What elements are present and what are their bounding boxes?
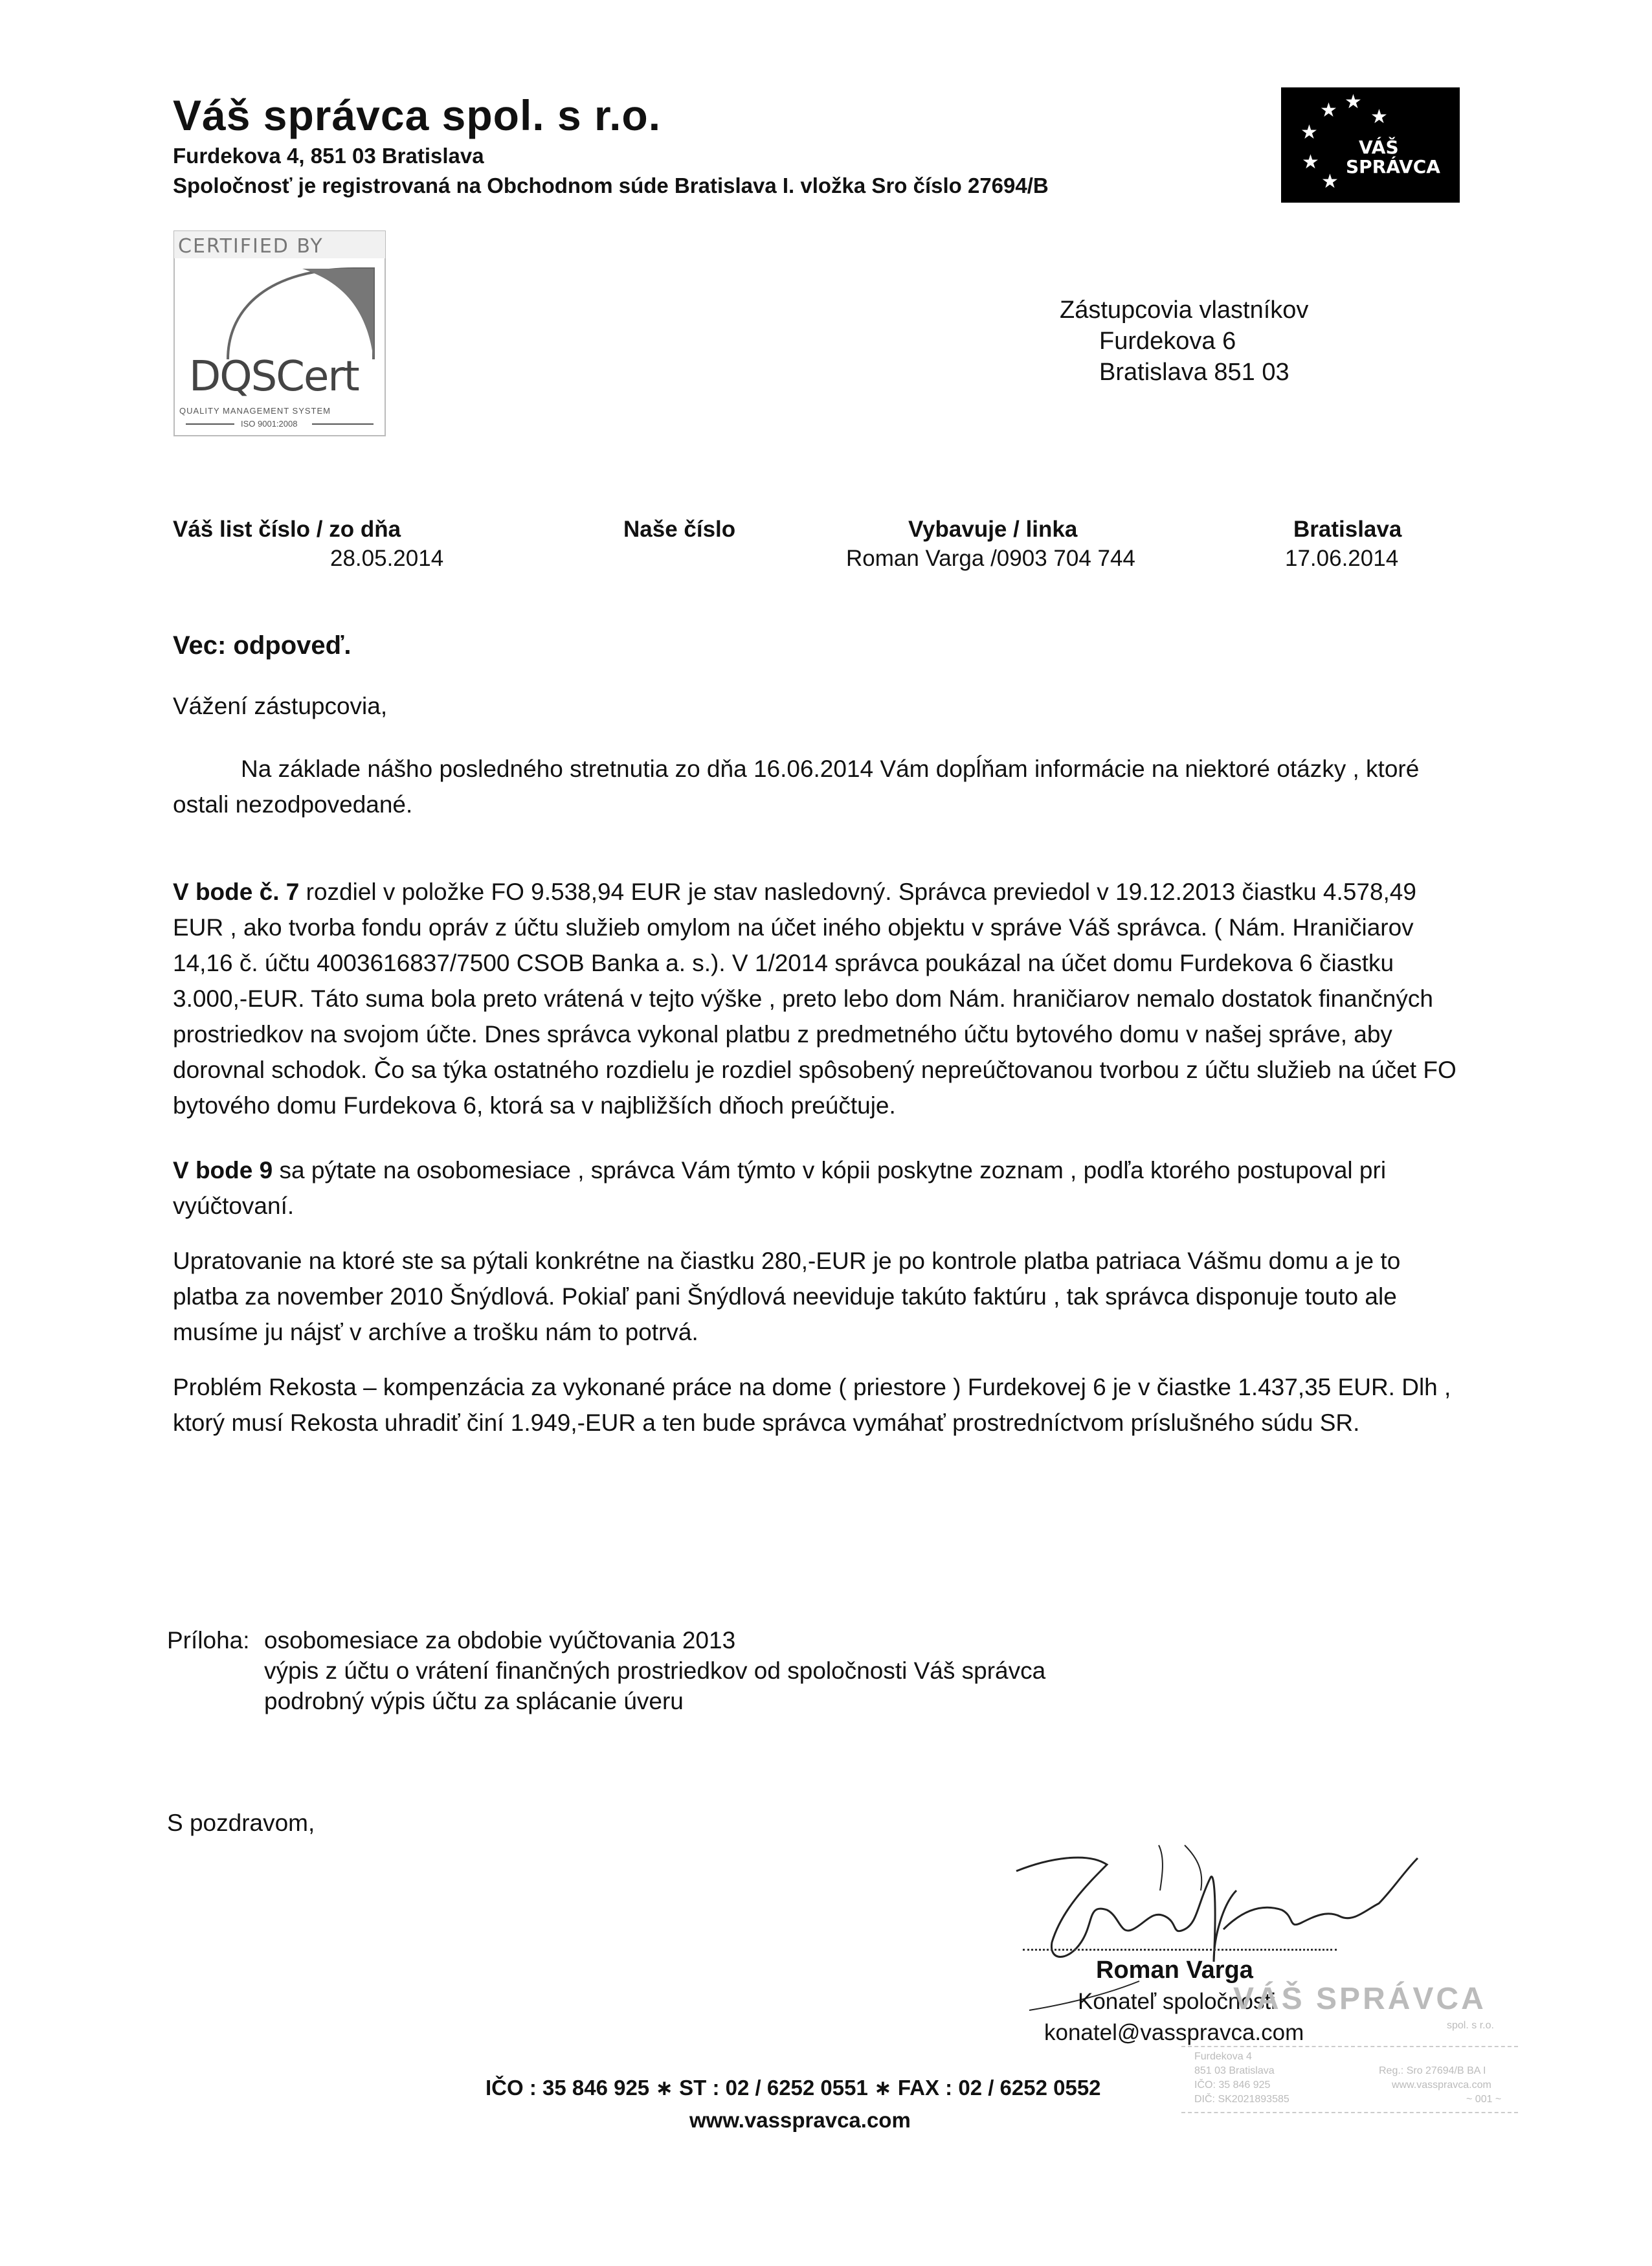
recipient-line2: Furdekova 6: [1099, 328, 1236, 355]
company-registration: Spoločnosť je registrovaná na Obchodnom súde Bratislava I. vložka Sro číslo 27694/B: [173, 174, 1049, 197]
place-label: Bratislava: [1293, 517, 1402, 542]
handled-by-value: Roman Varga /0903 704 744: [846, 546, 1135, 571]
attachment-item: podrobný výpis účtu za splácanie úveru: [264, 1688, 684, 1714]
attachments-label: Príloha:: [167, 1627, 250, 1654]
certificate-subtitle: QUALITY MANAGEMENT SYSTEM: [179, 406, 331, 416]
star-icon: ★: [1300, 122, 1318, 143]
recipient-line3: Bratislava 851 03: [1099, 359, 1289, 386]
company-logo: [1281, 87, 1460, 203]
greeting: Vážení zástupcovia,: [173, 693, 388, 719]
point-7-paragraph: [173, 874, 1461, 1123]
star-icon: ★: [1302, 151, 1319, 173]
your-letter-date: 28.05.2014: [330, 546, 444, 571]
star-icon: ★: [1320, 100, 1337, 121]
signer-role: Konateľ spoločnosti: [1078, 1989, 1276, 2014]
intro-paragraph: Na základe nášho posledného stretnutia zo dňa 16.06.2014 Vám dopĺňam informácie na niektoré otázky , ktoré ostali nezodpovedané.: [173, 756, 1420, 818]
star-icon: ★: [1345, 91, 1362, 113]
star-icon: ★: [1370, 106, 1388, 128]
letter-date: 17.06.2014: [1285, 546, 1399, 571]
handled-by-label: Vybavuje / linka: [908, 517, 1078, 542]
footer-company-ids: IČO : 35 846 925 ∗ ST : 02 / 6252 0551 ∗ FAX : 02 / 6252 0552: [486, 2076, 1101, 2100]
certificate-badge: [173, 230, 386, 437]
company-address: Furdekova 4, 851 03 Bratislava: [173, 144, 484, 168]
recipient-line1: Zástupcovia vlastníkov: [1060, 297, 1309, 324]
certificate-name: DQSCert: [189, 353, 359, 401]
certificate-title: CERTIFIED BY: [178, 235, 324, 258]
point-7-text: rozdiel v položke FO 9.538,94 EUR je stav nasledovný. Správca previedol v 19.12.2013 čiastku 4.578,49 EUR , ako tvorba fondu opráv z účtu služieb omylom na účet iného objektu v správe Váš správca. ( Nám. Hraničiarov 14,16 č. účtu 4003616837/7500 CSOB Banka a. s.). V 1/2014 správca poukázal na účet domu Furdekova 6 čiastku 3.000,-EUR. Táto suma bola preto vrátená v tejto výške , preto lebo dom Nám. hraničiarov nemalo dostatok finančných prostriedkov na svojom účte. Dnes správca vykonal platbu z predmetného účtu bytového domu v našej správe, aby dorovnal schodok. Čo sa týka ostatného rozdielu je rozdiel spôsobený nepreúčtovanou tvorbou z účtu služieb na účet FO bytového domu Furdekova 6, ktorá sa v najbližších dňoch preúčtuje.: [173, 879, 1457, 1119]
subject-line: Vec: odpoveď.: [173, 631, 352, 660]
point-9-lead: V bode 9: [173, 1157, 273, 1183]
your-letter-label: Váš list číslo / zo dňa: [173, 517, 401, 542]
logo-text: VÁŠ SPRÁVCA: [1346, 137, 1440, 177]
point-9-paragraph: [173, 1152, 1461, 1224]
star-icon: ★: [1321, 171, 1339, 192]
company-stamp: VÁŠ SPRÁVCA spol. s r.o. Furdekova 4 851 03 Bratislava IČO: 35 846 925 DIČ: SK2021893585 Reg.: Sro 27694/B BA I www.vasspravca.com ~ 001 ~: [1181, 1981, 1518, 2117]
closing: S pozdravom,: [167, 1810, 315, 1836]
point-9-text: sa pýtate na osobomesiace , správca Vám týmto v kópii poskytne zoznam , podľa ktorého postupoval pri vyúčtovaní.: [173, 1157, 1387, 1219]
rekosta-paragraph: Problém Rekosta – kompenzácia za vykonané práce na dome ( priestore ) Furdekovej 6 je v čiastke 1.437,35 EUR. Dlh , ktorý musí Rekosta uhradiť činí 1.949,-EUR a ten bude správca vymáhať prostredníctvom príslušného súdu SR.: [173, 1374, 1451, 1436]
footer-website: www.vasspravca.com: [689, 2108, 911, 2132]
point-7-lead: V bode č. 7: [173, 879, 300, 905]
attachment-item: výpis z účtu o vrátení finančných prostriedkov od spoločnosti Váš správca: [264, 1657, 1046, 1684]
signer-email: konatel@vasspravca.com: [1044, 2020, 1304, 2045]
signer-name: Roman Varga: [1096, 1957, 1253, 1984]
company-name: Váš správca spol. s r.o.: [173, 91, 662, 139]
cleaning-paragraph: Upratovanie na ktoré ste sa pýtali konkrétne na čiastku 280,-EUR je po kontrole platba patriaca Vášmu domu a je to platba za november 2010 Šnýdlová. Pokiaľ pani Šnýdlová neeviduje takúto faktúru , tak správca disponuje touto ale musíme ju nájsť v archíve a trošku nám to potrvá.: [173, 1248, 1401, 1345]
attachment-item: osobomesiace za obdobie vyúčtovania 2013: [264, 1627, 736, 1654]
signature-line: [1023, 1949, 1337, 1951]
our-number-label: Naše číslo: [623, 517, 736, 542]
certificate-standard: ISO 9001:2008: [241, 419, 298, 429]
